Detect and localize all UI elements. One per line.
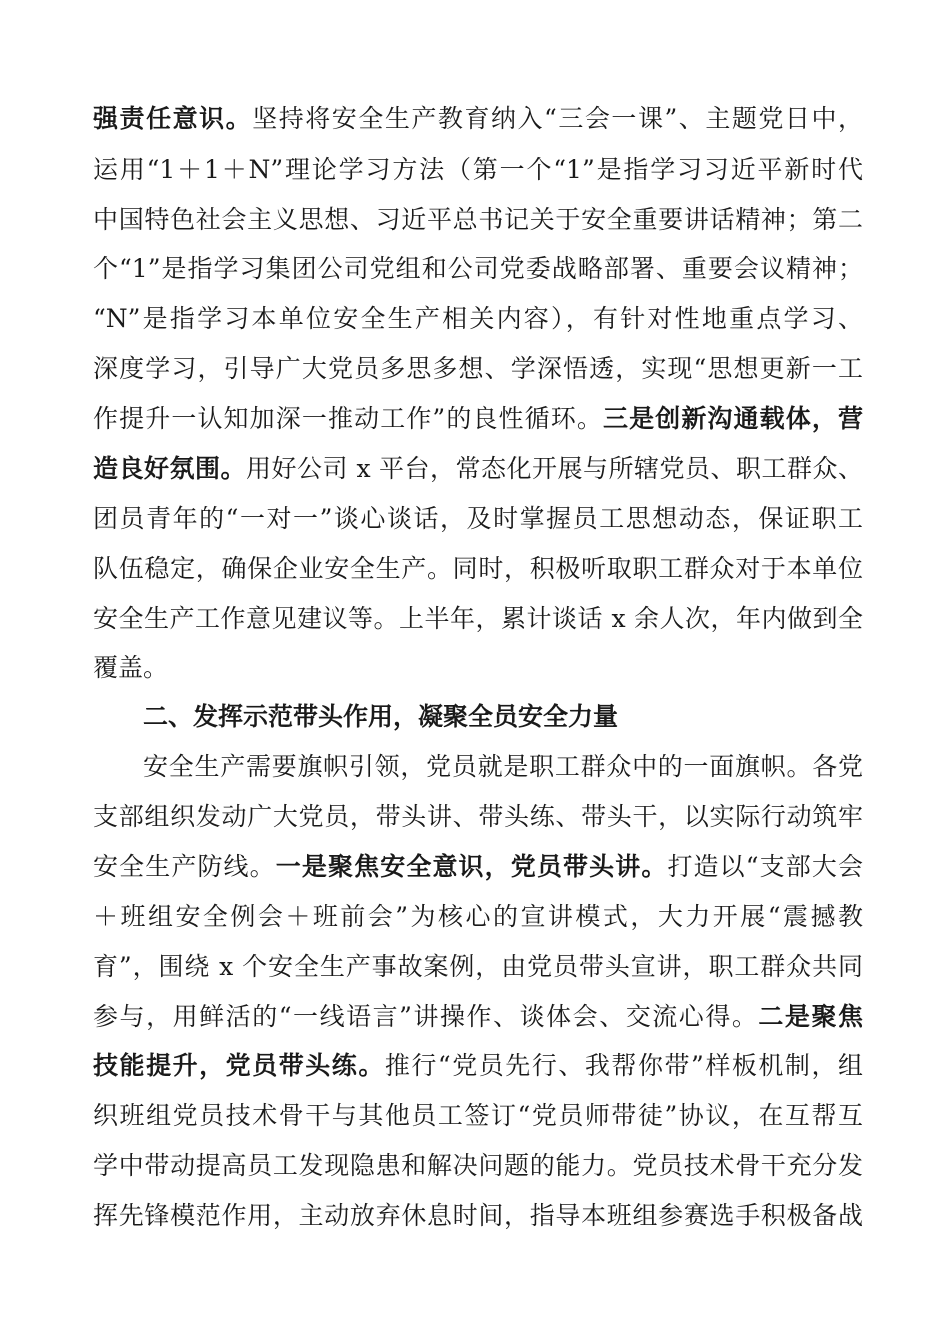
bold-phrase: 二、发挥示范带头作用，凝聚全员安全力量 — [143, 702, 619, 731]
text-run: 育”，围绕 x 个安全生产事故案例，由党员带头宣讲，职工群众共同 — [93, 952, 863, 981]
bold-phrase: 一是聚焦安全意识，党员带头讲。 — [275, 852, 668, 881]
text-run: 安全生产工作意见建议等。上半年，累计谈话 x 余人次，年内做到全 — [93, 604, 863, 633]
text-line — [93, 900, 863, 934]
text-run: 参与，用鲜活的“一线语言”讲操作、谈体会、交流心得。 — [93, 1002, 759, 1031]
text-run: ＋班组安全例会＋班前会”为核心的宣讲模式，大力开展“震撼教 — [93, 902, 863, 931]
text-line — [93, 352, 863, 386]
text-run: 安全生产需要旗帜引领，党员就是职工群众中的一面旗帜。各党 — [143, 752, 863, 781]
text-line — [93, 452, 863, 486]
text-line — [93, 1049, 863, 1083]
text-line — [93, 602, 863, 636]
text-line — [93, 302, 863, 336]
text-run: 覆盖。 — [93, 653, 169, 682]
text-line — [93, 153, 863, 187]
text-line — [143, 750, 863, 784]
text-line — [93, 102, 863, 136]
text-line — [93, 203, 863, 237]
text-line — [93, 1199, 863, 1233]
text-line — [93, 502, 863, 536]
text-run: 深度学习，引导广大党员多思多想、学深悟透，实现“思想更新一工 — [93, 354, 863, 383]
text-run: 坚持将安全生产教育纳入“三会一课”、主题党日中， — [252, 104, 863, 133]
text-line — [93, 651, 863, 685]
text-line — [93, 950, 863, 984]
text-line — [93, 800, 863, 834]
text-run: 用好公司 x 平台，常态化开展与所辖党员、职工群众、 — [246, 454, 863, 483]
text-run: 挥先锋模范作用，主动放弃休息时间，指导本班组参赛选手积极备战 — [93, 1201, 863, 1230]
text-run: “N”是指学习本单位安全生产相关内容），有针对性地重点学习、 — [93, 304, 863, 333]
text-run: 队伍稳定，确保企业安全生产。同时，积极听取职工群众对于本单位 — [93, 554, 863, 583]
text-line — [93, 1099, 863, 1133]
text-line — [93, 850, 863, 884]
text-line — [93, 1000, 863, 1034]
text-run: 团员青年的“一对一”谈心谈话，及时掌握员工思想动态，保证职工 — [93, 504, 863, 533]
text-run: 织班组党员技术骨干与其他员工签订“党员师带徒”协议，在互帮互 — [93, 1101, 863, 1130]
bold-phrase: 二是聚焦 — [758, 1002, 863, 1031]
text-line — [93, 402, 863, 436]
text-line — [93, 552, 863, 586]
text-run: 作提升一认知加深一推动工作”的良性循环。 — [93, 404, 603, 433]
text-line — [93, 1149, 863, 1183]
text-run: 安全生产防线。 — [93, 852, 276, 881]
text-run: 运用“1＋1＋N”理论学习方法（第一个“1”是指学习习近平新时代 — [93, 155, 863, 184]
text-run: 推行“党员先行、我帮你带”样板机制，组 — [384, 1051, 863, 1080]
section-heading — [143, 700, 863, 734]
bold-phrase: 技能提升，党员带头练。 — [93, 1051, 385, 1080]
text-run: 个“1”是指学习集团公司党组和公司党委战略部署、重要会议精神； — [93, 254, 863, 283]
bold-phrase: 三是创新沟通载体，营 — [602, 404, 863, 433]
text-run: 中国特色社会主义思想、习近平总书记关于安全重要讲话精神；第二 — [93, 205, 863, 234]
text-run: 学中带动提高员工发现隐患和解决问题的能力。党员技术骨干充分发 — [93, 1151, 863, 1180]
bold-phrase: 造良好氛围。 — [93, 454, 246, 483]
text-run: 打造以“支部大会 — [667, 852, 863, 881]
text-run: 支部组织发动广大党员，带头讲、带头练、带头干，以实际行动筑牢 — [93, 802, 863, 831]
bold-phrase: 强责任意识。 — [93, 104, 253, 133]
text-line — [93, 252, 863, 286]
